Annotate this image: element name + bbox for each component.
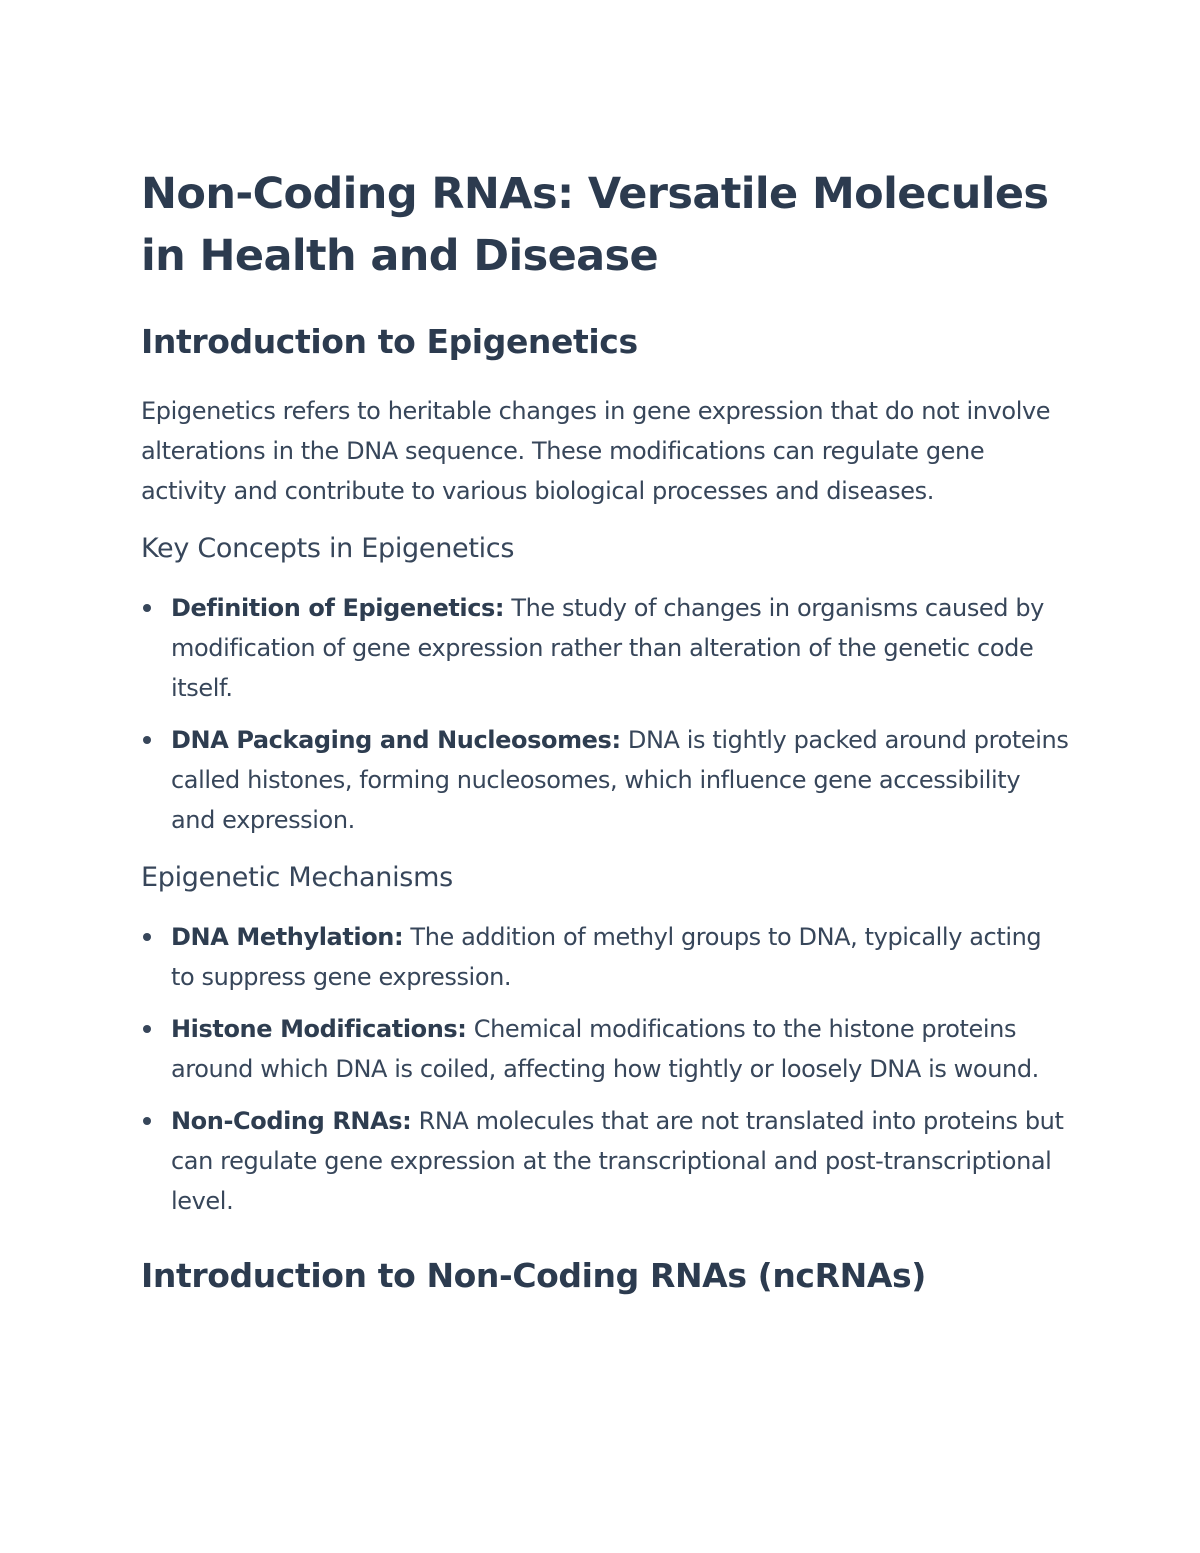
key-concepts-list bbox=[141, 588, 1071, 840]
list-item-term: DNA Packaging and Nucleosomes: bbox=[171, 726, 621, 754]
list-item-term: Definition of Epigenetics: bbox=[171, 594, 505, 622]
bullet-icon bbox=[143, 933, 151, 941]
document-title: Non-Coding RNAs: Versatile Molecules in Health and Disease bbox=[141, 169, 1049, 281]
mechanisms-list bbox=[141, 917, 1071, 1221]
list-item-term: Non-Coding RNAs: bbox=[171, 1107, 412, 1135]
list-item-text: Chemical modifications to the histone proteins around which DNA is coiled, affecting how tightly or loosely DNA is wound. bbox=[171, 1015, 1039, 1083]
subsection-heading-mechanisms: Epigenetic Mechanisms bbox=[141, 862, 453, 893]
list-item bbox=[141, 720, 1071, 840]
list-item-term: DNA Methylation: bbox=[171, 923, 404, 951]
bullet-icon bbox=[143, 1025, 151, 1033]
list-item-text: The addition of methyl groups to DNA, typically acting to suppress gene expression. bbox=[171, 923, 1042, 991]
intro-paragraph: Epigenetics refers to heritable changes in gene expression that do not involve alterations in the DNA sequence. These modifications can regulate gene activity and contribute to various biological processes and diseases. bbox=[141, 397, 1051, 505]
list-item-text: The study of changes in organisms caused by modification of gene expression rather than alteration of the genetic code itself. bbox=[171, 594, 1044, 702]
list-item-text: RNA molecules that are not translated into proteins but can regulate gene expression at the transcriptional and post-transcriptional level. bbox=[171, 1107, 1064, 1215]
bullet-icon bbox=[143, 1117, 151, 1125]
list-item bbox=[141, 1101, 1071, 1221]
bullet-icon bbox=[143, 736, 151, 744]
list-item bbox=[141, 917, 1071, 997]
bullet-icon bbox=[143, 604, 151, 612]
list-item-term: Histone Modifications: bbox=[171, 1015, 467, 1043]
subsection-heading-key-concepts: Key Concepts in Epigenetics bbox=[141, 533, 515, 564]
list-item bbox=[141, 1009, 1071, 1089]
section-heading-epigenetics: Introduction to Epigenetics bbox=[141, 322, 638, 361]
document-page bbox=[141, 163, 1071, 1297]
list-item bbox=[141, 588, 1071, 708]
section-heading-ncrnas: Introduction to Non-Coding RNAs (ncRNAs) bbox=[141, 1256, 926, 1295]
list-item-text: DNA is tightly packed around proteins called histones, forming nucleosomes, which influence gene accessibility and expression. bbox=[171, 726, 1069, 834]
